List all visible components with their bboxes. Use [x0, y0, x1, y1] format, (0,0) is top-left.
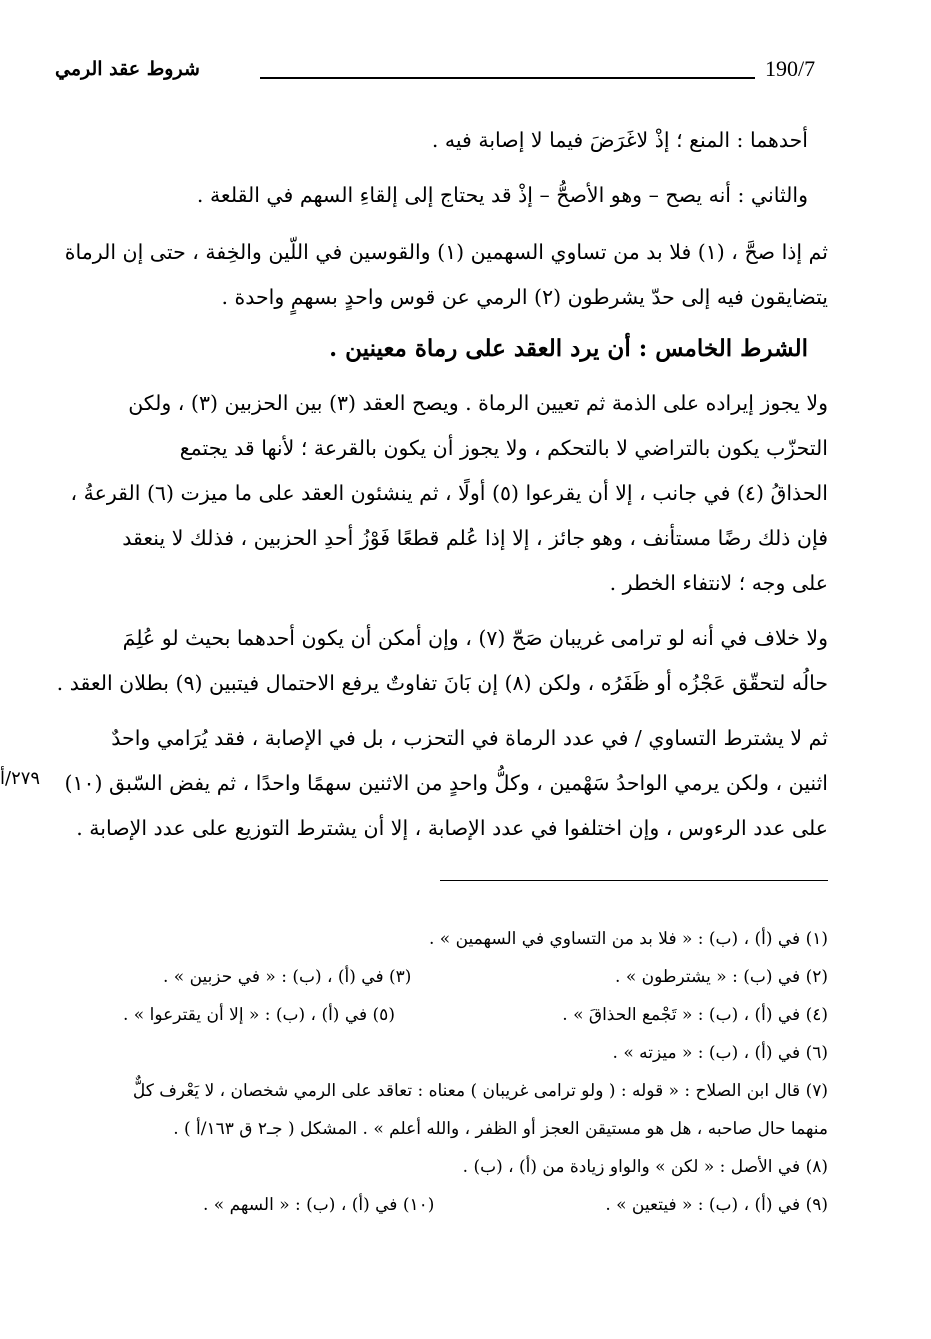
footnote-row [83, 1186, 828, 1224]
text-line: فإن ذلك رضًا مستأنف ، وهو جائز ، إلا إذا عُلم قطعًا فَوْزُ أحدِ الحزبين ، فذلك لا ينعقد [122, 526, 828, 550]
text-line: حالُه لتحقّق عَجْزُه أو ظَفَرُه ، ولكن (٨) إن بَانَ تفاوتٌ يرفع الاحتمال فيتبين (٩) بطلان العقد . [56, 671, 828, 695]
footnote-separator [440, 880, 828, 881]
text-line: ولا يجوز إيراده على الذمة ثم تعيين الرماة . ويصح العقد (٣) بين الحزبين (٣) ، ولكن [128, 391, 828, 415]
footnote-6: (٦) في (أ) ، (ب) : « ميزته » . [612, 1043, 828, 1063]
header-rule [260, 77, 755, 79]
text-line: على وجه ؛ لانتفاء الخطر . [609, 571, 828, 595]
footnote-5: (٥) في (أ) ، (ب) : « إلا أن يقترعوا » . [123, 1005, 395, 1025]
text-line: على عدد الرءوس ، وإن اختلفوا في عدد الإصابة ، إلا أن يشترط التوزيع على عدد الإصابة . [76, 816, 828, 840]
footnote-1: (١) في (أ) ، (ب) : « فلا بد من التساوي في السهمين » . [428, 929, 828, 949]
footnote-7-line-2: منهما حال صاحبه ، هل هو مستيقن العجز أو الظفر ، والله أعلم » . المشكل ( جـ٢ ق ١٦٣/أ ) . [173, 1119, 828, 1139]
main-text [56, 118, 828, 851]
text-line: ثم لا يشترط التساوي / في عدد الرماة في التحزب ، بل في الإصابة ، فقد يُرَامي واحدٌ [111, 726, 828, 750]
footnotes [83, 920, 828, 1224]
footnote-row [83, 996, 828, 1034]
footnote-row [83, 1148, 828, 1186]
footnote-4: (٤) في (أ) ، (ب) : « تَجْمع الحذاقَ » . [562, 1005, 828, 1025]
footnote-row [83, 920, 828, 958]
text-line: الحذاقُ (٤) في جانب ، إلا أن يقرعوا (٥) أولًا ، ثم ينشئون العقد على ما ميزت (٦) القرعةُ ، [70, 481, 828, 505]
footnote-row [83, 1110, 828, 1148]
section-heading: الشرط الخامس : أن يرد العقد على رماة معينين . [329, 335, 808, 362]
page-header [55, 56, 825, 92]
footnote-row [83, 958, 828, 996]
text-line: يتضايقون فيه إلى حدّ يشرطون (٢) الرمي عن قوس واحدٍ بسهمٍ واحدة . [221, 285, 828, 309]
footnote-row [83, 1034, 828, 1072]
text-line: أحدهما : المنع ؛ إذْ لاغَرَضَ فيما لا إصابة فيه . [431, 128, 808, 152]
footnote-row [83, 1072, 828, 1110]
page-number: 190/7 [765, 56, 816, 81]
text-line: ثم إذا صحَّ ، (١) فلا بد من تساوي السهمين (١) والقوسين في اللّين والخِفة ، حتى إن الرماة [64, 240, 828, 264]
text-line: التحزّب يكون بالتراضي لا بالتحكم ، ولا يجوز أن يكون بالقرعة ؛ لأنها قد يجتمع [179, 436, 828, 460]
text-line: والثاني : أنه يصح – وهو الأصحُّ – إذْ قد يحتاج إلى إلقاءِ السهم في القلعة . [196, 183, 808, 207]
footnote-8: (٨) في الأصل : « لكن » والواو زيادة من (أ) ، (ب) . [462, 1157, 828, 1177]
text-line: ولا خلاف في أنه لو ترامى غريبان صَحّ (٧) ، وإن أمكن أن يكون أحدهما بحيث لو عُلِمَ [122, 626, 828, 650]
margin-folio-reference: ٢٧٩/أ [0, 768, 41, 789]
footnote-9: (٩) في (أ) ، (ب) : « فيتعين » . [605, 1195, 828, 1215]
text-line: اثنين ، ولكن يرمي الواحدُ سَهْمين ، وكلُّ واحدٍ من الاثنين سهمًا واحدًا ، ثم يفض السّبق (١٠) [64, 771, 828, 795]
running-title: شروط عقد الرمي [55, 58, 200, 80]
footnote-2: (٢) في (ب) : « يشترطون » . [615, 967, 828, 987]
footnote-3: (٣) في (أ) ، (ب) : « في حزبين » . [163, 967, 412, 987]
footnote-7-line-1: (٧) قال ابن الصلاح : « قوله : ( ولو ترامى غريبان ) معناه : تعاقد على الرمي شخصان ، لا يَعْرف كلٌّ [132, 1081, 828, 1101]
footnote-10: (١٠) في (أ) ، (ب) : « السهم » . [203, 1195, 435, 1215]
